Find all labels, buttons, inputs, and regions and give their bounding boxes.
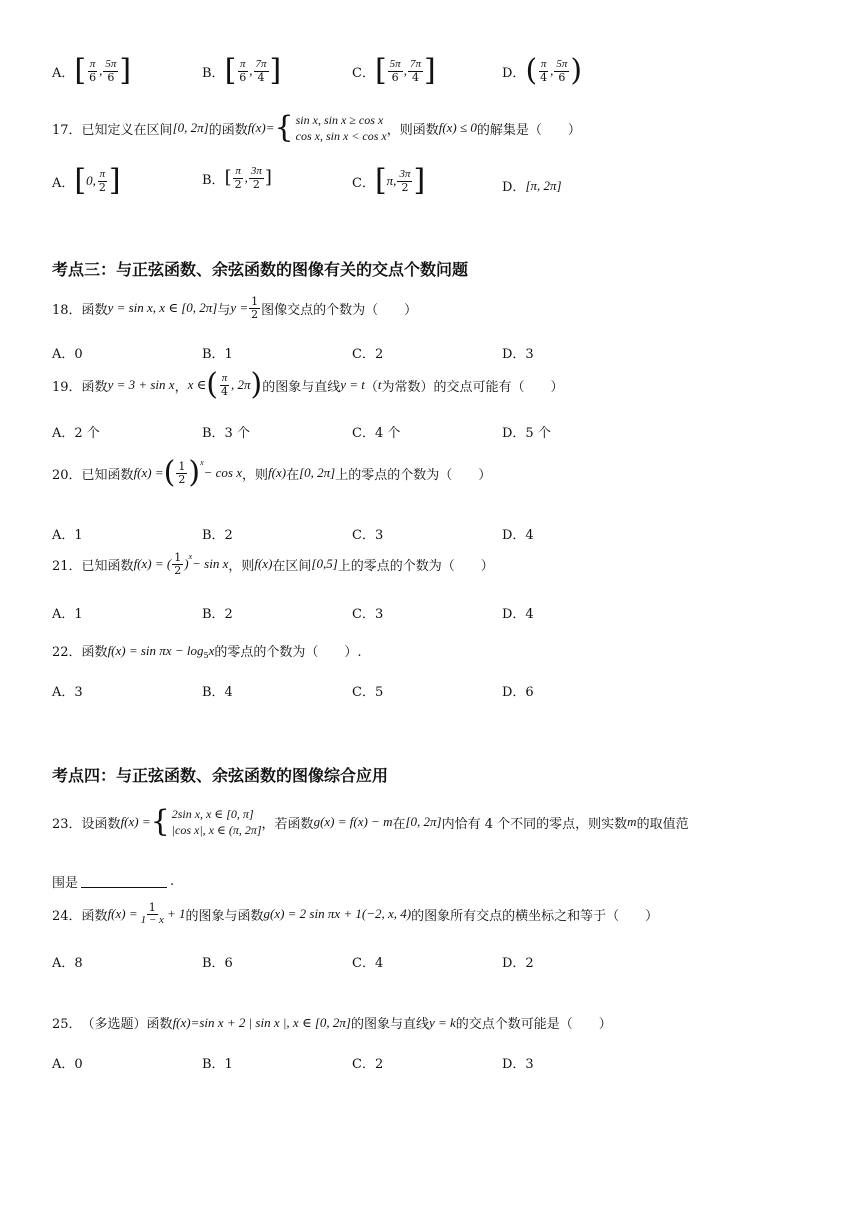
q24-option-c[interactable]: C．4 xyxy=(352,956,384,971)
question-21: 21． 已知函数 f(x) = ( $\frac{1}{2}$ ) $^x$ − sin x ，则 f(x) 在区间 [0,5] 上的零点的个数为（ ） xyxy=(52,551,494,577)
fraction: $\frac{3\pi}{2}$ xyxy=(399,167,411,194)
question-24: 24． 函数 f(x) = $\frac{1}{1 - x}$ + 1 的图象与函数 g(x) = 2 sin πx + 1(−2, x, 4) 的图象所有交点的横坐标之和等于（ ） xyxy=(52,901,659,926)
q25-option-d[interactable]: D．3 xyxy=(502,1057,534,1072)
q19-option-b[interactable]: B．3 个 xyxy=(202,426,250,441)
section-heading-4: 考点四：与正弦函数、余弦函数的图像综合应用 xyxy=(52,766,389,785)
q17-option-a[interactable]: A． [ 0, $\frac{\pi}{2}$ ] xyxy=(52,163,121,198)
q22-option-b[interactable]: B．4 xyxy=(202,685,233,700)
answer-blank[interactable] xyxy=(81,875,167,888)
q20-option-a[interactable]: A．1 xyxy=(52,528,83,543)
piecewise-function: { 2sin x, x ∈ [0, π] |cos x|, x ∈ (π, 2π] xyxy=(150,804,262,840)
q19-option-a[interactable]: A．2 个 xyxy=(52,426,100,441)
q21-option-b[interactable]: B．2 xyxy=(202,607,233,622)
fraction: $\frac{3\pi}{2}$ xyxy=(250,165,262,191)
option-b[interactable]: B． [ $\frac{\pi}{6}$ , $\frac{7\pi}{4}$ ] xyxy=(202,53,282,88)
question-23-cont: 围是 . xyxy=(52,874,175,891)
piecewise-function: { sin x, sin x ≥ cos x cos x, sin x < cos x xyxy=(274,110,387,146)
q24-option-b[interactable]: B．6 xyxy=(202,956,233,971)
fraction: $\frac{1}{1 - x}$ xyxy=(140,901,164,926)
q17-option-c[interactable]: C． [ π, $\frac{3\pi}{2}$ ] xyxy=(352,163,426,198)
fraction: $\frac{5\pi}{6}$ xyxy=(105,57,117,84)
fraction: $\frac{5\pi}{6}$ xyxy=(556,57,568,84)
question-17: 17． 已知定义在区间 [0, 2π] 的函数 f(x)= { sin x, sin x ≥ cos x cos x, sin x < cos x ，则函数 f(x) ≤ 0 的解集是（ ） xyxy=(52,110,581,146)
q18-option-b[interactable]: B．1 xyxy=(202,347,233,362)
fraction: $\frac{\pi}{6}$ xyxy=(239,57,247,84)
q21-option-d[interactable]: D．4 xyxy=(502,607,534,622)
q18-option-a[interactable]: A．0 xyxy=(52,347,83,362)
fraction: $\frac{\pi}{2}$ xyxy=(98,167,106,194)
fraction: $\frac{1}{2}$ xyxy=(251,295,259,321)
q20-option-c[interactable]: C．3 xyxy=(352,528,384,543)
q20-option-d[interactable]: D．4 xyxy=(502,528,534,543)
q25-option-a[interactable]: A．0 xyxy=(52,1057,83,1072)
q20-option-b[interactable]: B．2 xyxy=(202,528,233,543)
option-letter: A． xyxy=(52,65,75,81)
fraction: $\frac{7\pi}{4}$ xyxy=(255,57,267,84)
fraction: $\frac{1}{2}$ xyxy=(178,459,186,486)
fraction: $\frac{\pi}{6}$ xyxy=(89,57,97,84)
option-d[interactable]: D． ( $\frac{\pi}{4}$ , $\frac{5\pi}{6}$ ) xyxy=(502,53,583,88)
question-22: 22． 函数 f(x) = sin πx − log $_5$ x 的零点的个数为（ ）. xyxy=(52,642,362,660)
q21-option-c[interactable]: C．3 xyxy=(352,607,384,622)
q19-option-d[interactable]: D．5 个 xyxy=(502,426,551,441)
fraction: $\frac{7\pi}{4}$ xyxy=(409,57,421,84)
question-25: 25． （多选题）函数 f(x)=sin x + 2 | sin x |, x ∈ [0, 2π] 的图象与直线 y = k 的交点个数可能是（ ） xyxy=(52,1014,612,1032)
q18-option-c[interactable]: C．2 xyxy=(352,347,384,362)
section-heading-3: 考点三：与正弦函数、余弦函数的图像有关的交点个数问题 xyxy=(52,260,469,279)
question-19: 19． 函数 y = 3 + sin x ， x ∈ ( $\frac{\pi}{4}$ , 2π ) 的图象与直线 y = t （ t 为常数）的交点可能有（ ） xyxy=(52,367,564,402)
q25-option-c[interactable]: C．2 xyxy=(352,1057,384,1072)
question-number: 17． xyxy=(52,122,82,138)
q17-option-b[interactable]: B． [ $\frac{\pi}{2}$ , $\frac{3\pi}{2}$ ] xyxy=(202,165,272,191)
fraction: $\frac{\pi}{2}$ xyxy=(234,165,242,191)
q24-option-d[interactable]: D．2 xyxy=(502,956,534,971)
q18-option-d[interactable]: D．3 xyxy=(502,347,534,362)
fraction: $\frac{\pi}{4}$ xyxy=(540,57,548,84)
fraction: $\frac{1}{2}$ xyxy=(174,551,182,577)
q24-option-a[interactable]: A．8 xyxy=(52,956,83,971)
q25-option-b[interactable]: B．1 xyxy=(202,1057,233,1072)
q19-option-c[interactable]: C．4 个 xyxy=(352,426,401,441)
fraction: $\frac{\pi}{4}$ xyxy=(220,371,228,398)
question-23: 23． 设函数 f(x) = { 2sin x, x ∈ [0, π] |cos x|, x ∈ (π, 2π] ，若函数 g(x) = f(x) − m 在 [0, 2π] 内恰有 4 个不同的零点，则实数 m 的取值范 xyxy=(52,804,689,840)
option-c[interactable]: C． [ $\frac{5\pi}{6}$ , $\frac{7\pi}{4}$ ] xyxy=(352,53,436,88)
question-18: 18． 函数 y = sin x, x ∈ [0, 2π] 与 y = $\frac{1}{2}$ 图像交点的个数为（ ） xyxy=(52,295,418,321)
q21-option-a[interactable]: A．1 xyxy=(52,607,83,622)
q17-option-d[interactable]: D． [π, 2π] xyxy=(502,177,562,195)
q22-option-c[interactable]: C．5 xyxy=(352,685,384,700)
q22-option-d[interactable]: D．6 xyxy=(502,685,534,700)
q22-option-a[interactable]: A．3 xyxy=(52,685,83,700)
fraction: $\frac{5\pi}{6}$ xyxy=(389,57,401,84)
option-a[interactable]: A． [ $\frac{\pi}{6}$ , $\frac{5\pi}{6}$ ] xyxy=(52,53,132,88)
question-20: 20． 已知函数 f(x) = ( $\frac{1}{2}$ ) $^x$ − cos x ，则 f(x) 在 [0, 2π] 上的零点的个数为（ ） xyxy=(52,455,492,490)
